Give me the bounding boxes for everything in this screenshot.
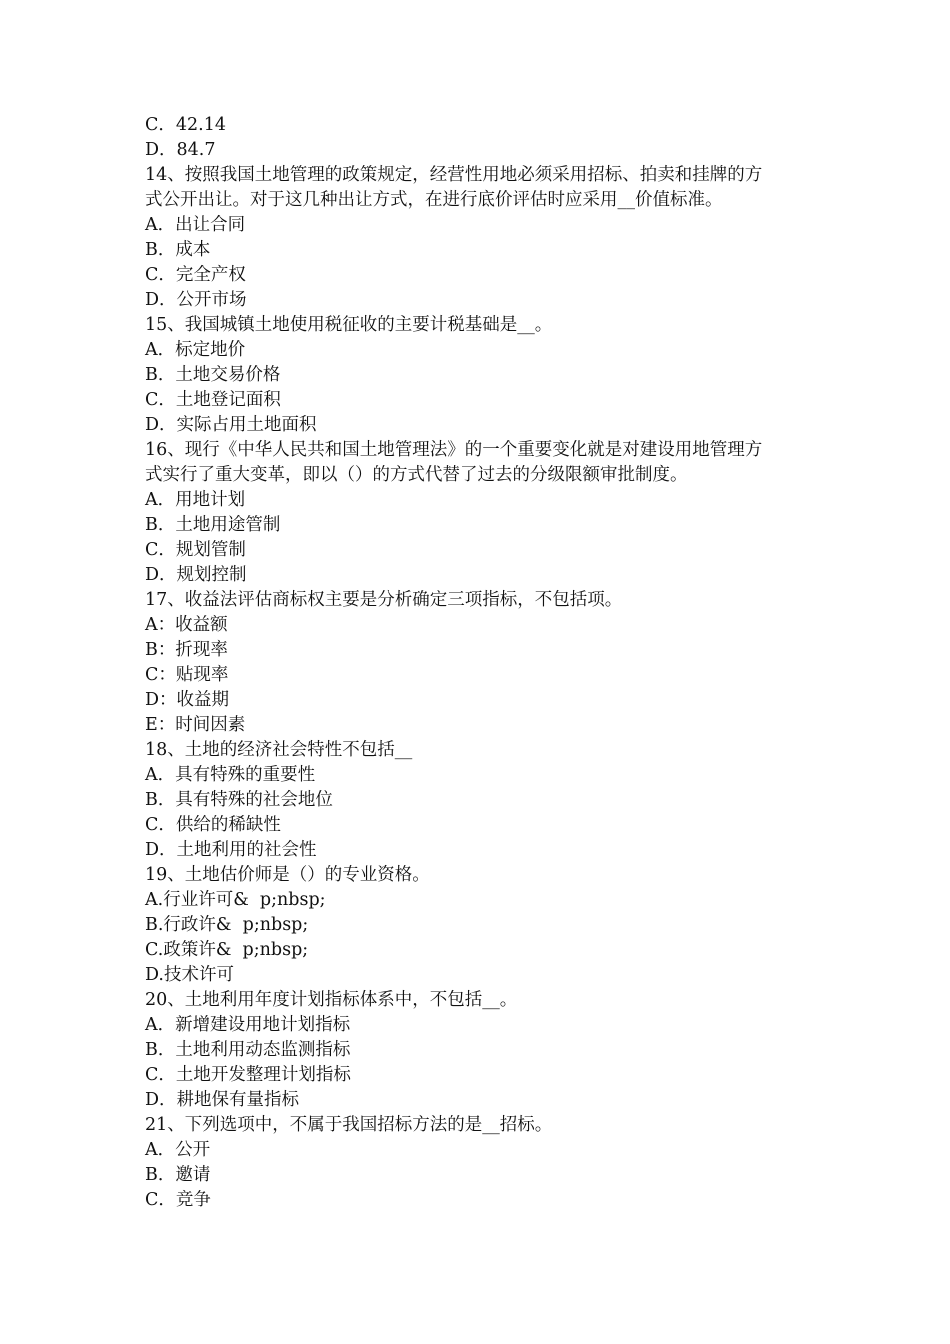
text-line: D．土地利用的社会性 — [145, 840, 317, 860]
text-line: C．42.14 — [145, 115, 226, 135]
text-line: C：贴现率 — [145, 665, 229, 685]
text-line: 15、我国城镇土地使用税征收的主要计税基础是__。 — [145, 315, 553, 335]
text-line: D．公开市场 — [145, 290, 247, 310]
text-line: C．土地开发整理计划指标 — [145, 1065, 351, 1085]
text-line: D．规划控制 — [145, 565, 247, 585]
text-line: C．土地登记面积 — [145, 390, 281, 410]
text-line: C．竞争 — [145, 1190, 211, 1210]
text-line: 17、收益法评估商标权主要是分析确定三项指标，不包括项。 — [145, 590, 623, 610]
text-line: B.行政许& p;nbsp; — [145, 915, 309, 935]
text-line: A．出让合同 — [145, 215, 246, 235]
text-line: D．84.7 — [145, 140, 216, 160]
text-line: 式公开出让。对于这几种出让方式，在进行底价评估时应采用__价值标准。 — [145, 190, 723, 210]
text-line: C.政策许& p;nbsp; — [145, 940, 309, 960]
text-line: D：收益期 — [145, 690, 230, 710]
text-line: 式实行了重大变革，即以（）的方式代替了过去的分级限额审批制度。 — [145, 465, 688, 485]
text-line: B．土地利用动态监测指标 — [145, 1040, 351, 1060]
text-line: C．完全产权 — [145, 265, 246, 285]
text-line: B．土地用途管制 — [145, 515, 281, 535]
text-line: A．标定地价 — [145, 340, 246, 360]
text-line: A．用地计划 — [145, 490, 246, 510]
document-page — [145, 113, 825, 1213]
text-line: D．实际占用土地面积 — [145, 415, 317, 435]
text-line: B．具有特殊的社会地位 — [145, 790, 333, 810]
text-line: 18、土地的经济社会特性不包括__ — [145, 740, 413, 760]
text-line: 14、按照我国土地管理的政策规定，经营性用地必须采用招标、拍卖和挂牌的方 — [145, 165, 763, 185]
text-line: 16、现行《中华人民共和国土地管理法》的一个重要变化就是对建设用地管理方 — [145, 440, 763, 460]
text-line: B．土地交易价格 — [145, 365, 281, 385]
text-line: B．邀请 — [145, 1165, 211, 1185]
text-line: 20、土地利用年度计划指标体系中，不包括__。 — [145, 990, 518, 1010]
text-line: 21、下列选项中，不属于我国招标方法的是__招标。 — [145, 1115, 553, 1135]
text-line: E：时间因素 — [145, 715, 246, 735]
text-line: A.行业许可& p;nbsp; — [145, 890, 326, 910]
text-line: A：收益额 — [145, 615, 228, 635]
text-line: D.技术许可 — [145, 965, 234, 985]
text-line: A．新增建设用地计划指标 — [145, 1015, 351, 1035]
text-line: C．供给的稀缺性 — [145, 815, 281, 835]
text-line: B．成本 — [145, 240, 211, 260]
text-line: D．耕地保有量指标 — [145, 1090, 300, 1110]
text-line: A．公开 — [145, 1140, 211, 1160]
text-line: B：折现率 — [145, 640, 228, 660]
text-line: C．规划管制 — [145, 540, 246, 560]
text-line: 19、土地估价师是（）的专业资格。 — [145, 865, 430, 885]
text-line: A．具有特殊的重要性 — [145, 765, 316, 785]
